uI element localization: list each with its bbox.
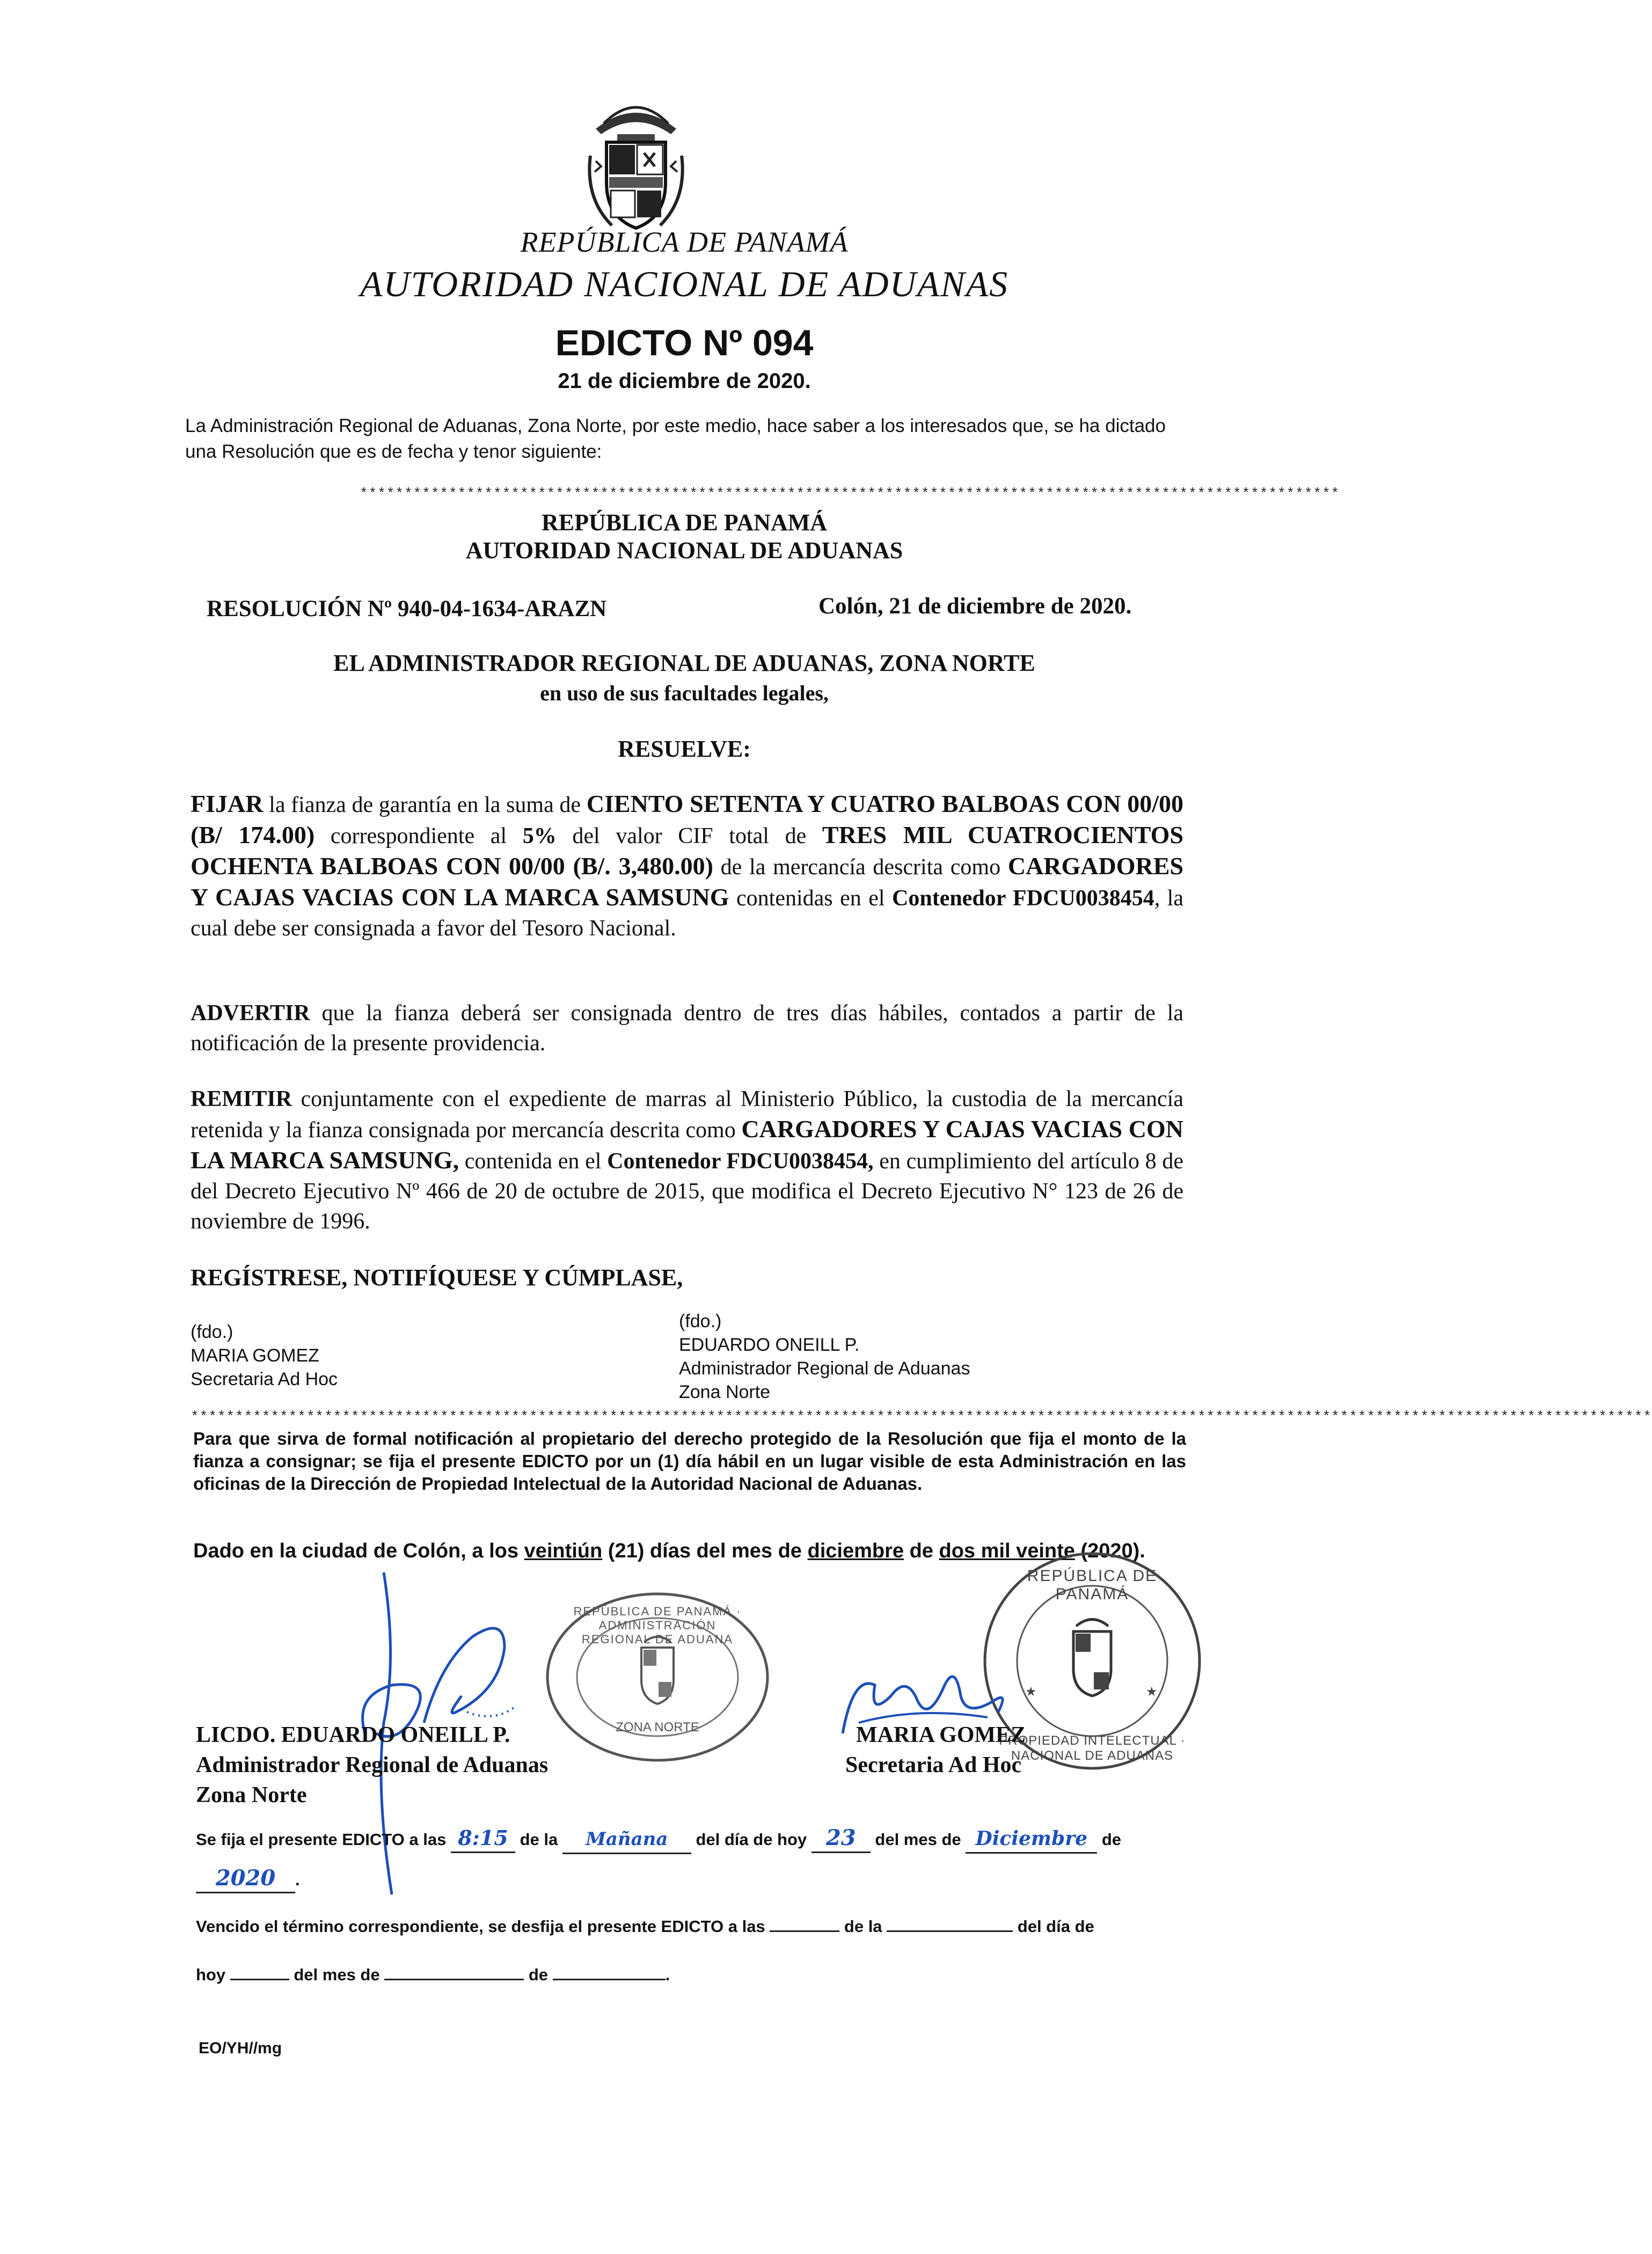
resolucion-fecha: Colón, 21 de diciembre de 2020. bbox=[818, 594, 1132, 619]
seal-right-bottom: PROPIEDAD INTELECTUAL · NACIONAL DE ADUANAS bbox=[999, 1733, 1186, 1763]
desfijacion-part: de la bbox=[839, 1917, 887, 1936]
dado-part: (2020). bbox=[1074, 1540, 1145, 1562]
dado-part: Dado en la ciudad de Colón, a los bbox=[193, 1540, 524, 1562]
paragraph-advertir bbox=[191, 998, 1183, 1058]
p3-goods: CARGADORES Y CAJAS VACIAS CON LA MARCA SAMSUNG, bbox=[191, 1115, 1183, 1174]
p1-text: contenidas en el bbox=[729, 886, 893, 911]
resolucion-autoridad: AUTORIDAD NACIONAL DE ADUANAS bbox=[465, 537, 903, 564]
advertir-keyword: ADVERTIR bbox=[191, 1001, 310, 1026]
dado-mes: diciembre bbox=[807, 1540, 904, 1562]
seal-left-zona: ZONA NORTE bbox=[616, 1720, 699, 1735]
p1-text: de la mercancía descrita como bbox=[713, 855, 1008, 880]
coat-of-arms-icon bbox=[585, 91, 687, 236]
p3-text: contenida en el bbox=[459, 1149, 608, 1174]
desfijacion-part: del día de bbox=[1013, 1917, 1094, 1936]
p1-text: , la cual debe ser consignada a favor del Tesoro Nacional. bbox=[191, 886, 1183, 941]
firma-izq-cargo: Secretaria Ad Hoc bbox=[191, 1369, 338, 1389]
p1-text: la fianza de garantía en la suma de bbox=[263, 793, 587, 817]
desfijacion-part: . bbox=[665, 1965, 670, 1984]
fijacion-part: Se fija el presente EDICTO a las bbox=[196, 1830, 451, 1849]
firma-der-nombre: EDUARDO ONEILL P. bbox=[679, 1335, 860, 1355]
fijacion-part: de la bbox=[515, 1830, 562, 1849]
dado-part: de bbox=[904, 1540, 939, 1562]
fijacion-mes: Diciembre bbox=[966, 1825, 1097, 1854]
fijacion-line bbox=[196, 1825, 1189, 1854]
separator-stars: ************************************************************************************************************** bbox=[360, 486, 1340, 502]
edicto-date: 21 de diciembre de 2020. bbox=[558, 369, 811, 393]
firma-final-izq-zona: Zona Norte bbox=[196, 1783, 307, 1807]
p3-container: Contenedor FDCU0038454, bbox=[607, 1149, 874, 1174]
dado-anio: dos mil veinte bbox=[939, 1540, 1075, 1562]
dado-dia: veintiún bbox=[524, 1540, 603, 1562]
desfijacion-part: del mes de bbox=[289, 1965, 385, 1984]
p1-amount: CIENTO SETENTA Y CUATRO BALBOAS CON 00/00 (B/ 174.00) bbox=[191, 790, 1184, 848]
firma-final-izq bbox=[196, 1720, 548, 1810]
desfijacion-line-2 bbox=[196, 1962, 670, 1988]
firma-der-zona: Zona Norte bbox=[679, 1382, 771, 1402]
p1-goods: CARGADORES Y CAJAS VACIAS CON LA MARCA SAMSUNG bbox=[191, 852, 1184, 911]
desfijacion-part: Vencido el término correspondiente, se desfija el presente EDICTO a las bbox=[196, 1917, 770, 1936]
paragraph-remitir bbox=[191, 1084, 1183, 1236]
notificacion-text: Para que sirva de formal notificación al propietario del derecho protegido de la Resolución que fija el monto de la fianza a consignar; se fija el presente EDICTO por un (1) día hábil en un lugar visible de esta Administración en las oficinas de la Dirección de Propiedad Intelectual de la Autoridad Nacional de Aduanas. bbox=[193, 1429, 1186, 1494]
header-autoridad: AUTORIDAD NACIONAL DE ADUANAS bbox=[360, 264, 1009, 304]
desfijacion-mes-blank bbox=[384, 1963, 524, 1980]
firma-der-block bbox=[679, 1309, 970, 1404]
resolucion-numero: RESOLUCIÓN Nº 940-04-1634-ARAZN bbox=[207, 596, 607, 621]
fijacion-dia: 23 bbox=[812, 1825, 871, 1853]
p1-text: correspondiente al bbox=[315, 824, 523, 848]
svg-text:★: ★ bbox=[1146, 1684, 1158, 1699]
fijacion-part: del día de hoy bbox=[691, 1830, 812, 1849]
paragraph-fijar bbox=[191, 789, 1183, 943]
firma-der-cargo: Administrador Regional de Aduanas bbox=[679, 1358, 970, 1379]
svg-text:★: ★ bbox=[1025, 1684, 1037, 1699]
firma-izq-nombre: MARIA GOMEZ bbox=[191, 1345, 319, 1366]
seal-right-top: REPÚBLICA DE PANAMÁ bbox=[1027, 1567, 1158, 1603]
firma-izq-fdo: (fdo.) bbox=[191, 1322, 233, 1342]
facultades: en uso de sus facultades legales, bbox=[540, 681, 829, 705]
firma-final-izq-cargo: Administrador Regional de Aduanas bbox=[196, 1753, 549, 1777]
separator-stars-2: ******************************************************************************************************************************************************************** bbox=[191, 1409, 1652, 1425]
p3-text: conjuntamente con el expediente de marras al Ministerio Público, la custodia de la mercancía retenida y la fianza consignada por mercancía descrita como bbox=[191, 1087, 1183, 1143]
desfijacion-line bbox=[196, 1913, 1189, 1940]
p1-text: del valor CIF total de bbox=[556, 824, 822, 848]
p1-cif: TRES MIL CUATROCIENTOS OCHENTA BALBOAS CON 00/00 (B/. 3,480.00) bbox=[191, 821, 1183, 880]
fijacion-anio: 2020 bbox=[196, 1865, 295, 1893]
desfijacion-part: de bbox=[524, 1965, 553, 1984]
iniciales: EO/YH//mg bbox=[199, 2039, 282, 2057]
p2-text: que la fianza deberá ser consignada dentro de tres días hábiles, contados a partir de la notificación de la presente providencia. bbox=[191, 1001, 1183, 1056]
registrese: REGÍSTRESE, NOTIFÍQUESE Y CÚMPLASE, bbox=[191, 1264, 683, 1291]
fijar-keyword: FIJAR bbox=[191, 790, 264, 817]
fijacion-part: . bbox=[295, 1870, 300, 1889]
fijacion-momento: Mañana bbox=[562, 1826, 691, 1854]
desfijacion-part: hoy bbox=[196, 1965, 230, 1984]
firma-final-izq-nombre: LICDO. EDUARDO ONEILL P. bbox=[196, 1723, 510, 1747]
seal-aduana-zona-norte bbox=[542, 1589, 773, 1766]
edicto-title: EDICTO Nº 094 bbox=[555, 323, 814, 363]
fijacion-hora: 8:15 bbox=[451, 1825, 515, 1853]
header-republica: REPÚBLICA DE PANAMÁ bbox=[520, 226, 849, 258]
fijacion-part: del mes de bbox=[870, 1830, 966, 1849]
p1-container: Contenedor FDCU0038454 bbox=[892, 886, 1154, 911]
desfijacion-hora-blank bbox=[770, 1914, 839, 1932]
desfijacion-dia-blank bbox=[230, 1963, 289, 1980]
p1-percent: 5% bbox=[522, 824, 557, 848]
dado-part: (21) días del mes de bbox=[602, 1540, 808, 1562]
administrador-title: EL ADMINISTRADOR REGIONAL DE ADUANAS, ZONA NORTE bbox=[333, 650, 1035, 676]
fijacion-anio-line bbox=[196, 1865, 300, 1893]
desfijacion-anio-blank bbox=[553, 1963, 666, 1980]
intro-text: La Administración Regional de Aduanas, Zona Norte, por este medio, hace saber a los interesados que, se ha dictado una Resolución que es de fecha y tenor siguiente: bbox=[185, 415, 1166, 462]
desfijacion-momento-blank bbox=[887, 1914, 1013, 1932]
remitir-keyword: REMITIR bbox=[191, 1087, 293, 1111]
firma-final-der-cargo: Secretaria Ad Hoc bbox=[845, 1753, 1022, 1777]
resuelve-heading: RESUELVE: bbox=[618, 736, 751, 762]
resolucion-republica: REPÚBLICA DE PANAMÁ bbox=[541, 509, 828, 536]
firma-izq-block bbox=[191, 1320, 338, 1391]
firma-der-fdo: (fdo.) bbox=[679, 1311, 722, 1331]
firma-final-der bbox=[845, 1720, 1026, 1780]
p3-text: en cumplimiento del artículo 8 de del Decreto Ejecutivo Nº 466 de 20 de octubre de 2015, que modifica el Decreto Ejecutivo N° 123 de 26 de noviembre de 1996. bbox=[191, 1149, 1183, 1234]
fijacion-part: de bbox=[1097, 1830, 1122, 1849]
seal-left-ring: REPÚBLICA DE PANAMÁ · ADMINISTRACIÓN REGIONAL DE ADUANA bbox=[573, 1605, 742, 1646]
firma-final-der-nombre: MARIA GOMEZ bbox=[856, 1723, 1026, 1747]
